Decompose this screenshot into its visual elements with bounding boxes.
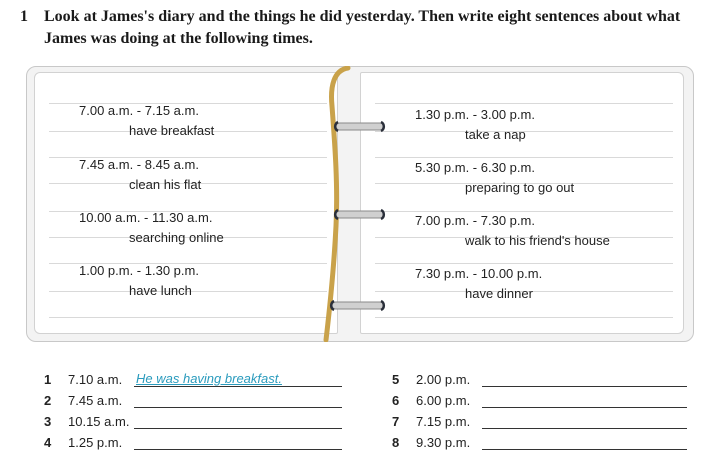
question-time: 1.25 p.m.: [68, 435, 123, 450]
question-time: 9.30 p.m.: [416, 435, 471, 450]
diary-page-right: [360, 72, 684, 334]
question-number: 8: [392, 435, 400, 450]
exercise-text: Look at James's diary and the things he did yesterday. Then write eight sentences about what James was doing at the following times.: [44, 8, 681, 47]
diary-illustration: [26, 66, 694, 342]
diary-entry-time: 7.00 p.m. - 7.30 p.m.: [415, 213, 535, 228]
diary-entry-time: 7.45 a.m. - 8.45 a.m.: [79, 157, 199, 172]
answer-field[interactable]: [134, 449, 342, 450]
question-number: 3: [44, 414, 52, 429]
diary-entry-activity: searching online: [129, 230, 224, 245]
diary-page-left: [34, 72, 338, 334]
question-time: 7.45 a.m.: [68, 393, 123, 408]
answer-field[interactable]: [482, 449, 687, 450]
diary-entry-time: 7.00 a.m. - 7.15 a.m.: [79, 103, 199, 118]
answer-field[interactable]: [482, 428, 687, 429]
answer-field[interactable]: [134, 428, 342, 429]
diary-entry-activity: walk to his friend's house: [465, 233, 610, 248]
question-time: 2.00 p.m.: [416, 372, 471, 387]
diary-entry-time: 7.30 p.m. - 10.00 p.m.: [415, 266, 543, 281]
answer-field[interactable]: [134, 407, 342, 408]
answer-field[interactable]: [134, 386, 342, 387]
diary-entry-activity: have breakfast: [129, 123, 215, 138]
question-number: 1: [44, 372, 52, 387]
diary-entry-time: 1.30 p.m. - 3.00 p.m.: [415, 107, 535, 122]
question-number: 7: [392, 414, 400, 429]
question-number: 2: [44, 393, 52, 408]
sample-answer: He was having breakfast.: [136, 371, 282, 386]
diary-entry-time: 5.30 p.m. - 6.30 p.m.: [415, 160, 535, 175]
diary-entry-activity: have dinner: [465, 286, 533, 301]
diary-entry-activity: take a nap: [465, 127, 526, 142]
diary-entry-activity: have lunch: [129, 283, 192, 298]
question-time: 7.15 p.m.: [416, 414, 471, 429]
answer-field[interactable]: [482, 407, 687, 408]
question-number: 4: [44, 435, 52, 450]
exercise-number: 1: [20, 8, 28, 25]
question-number: 5: [392, 372, 400, 387]
question-number: 6: [392, 393, 400, 408]
diary-entry-activity: preparing to go out: [465, 180, 575, 195]
answer-field[interactable]: [482, 386, 687, 387]
diary-entry-time: 10.00 a.m. - 11.30 a.m.: [79, 210, 213, 225]
diary-entry-activity: clean his flat: [129, 177, 202, 192]
question-time: 10.15 a.m.: [68, 414, 130, 429]
question-time: 6.00 p.m.: [416, 393, 471, 408]
question-time: 7.10 a.m.: [68, 372, 123, 387]
diary-entry-time: 1.00 p.m. - 1.30 p.m.: [79, 263, 199, 278]
